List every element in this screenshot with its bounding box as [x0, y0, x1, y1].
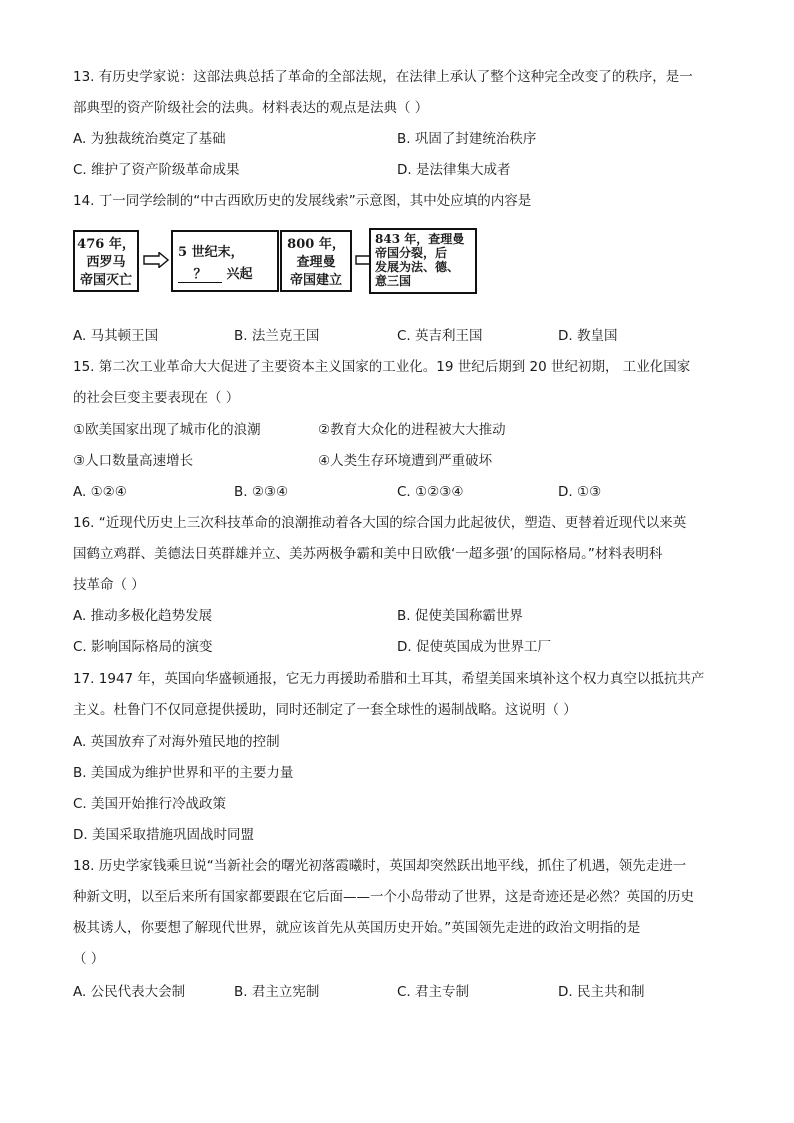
q13-stem-line1: 13. 有历史学家说：这部法典总括了革命的全部法规，在法律上承认了整个这种完全改变了的秩序，是一: [73, 69, 693, 85]
q15-item-3: ③人口数量高速增长: [73, 453, 194, 469]
q15-item-2: ②教育大众化的进程被大大推动: [318, 422, 506, 438]
q14-option-c: C. 英吉利王国: [397, 328, 483, 344]
q17-option-a: A. 英国放弃了对海外殖民地的控制: [73, 734, 280, 750]
q15-option-d: D. ①③: [558, 484, 602, 500]
q14-option-a: A. 马其顿王国: [73, 328, 159, 344]
q18-stem-line2: 种新文明，以至后来所有国家都要跟在它后面——一个小岛带动了世界，这是奇迹还是必然？英国的历史: [73, 889, 694, 905]
q13-option-d: D. 是法律集大成者: [397, 162, 511, 178]
q14-option-b: B. 法兰克王国: [234, 328, 320, 344]
flow-box-4-line: 意三国: [375, 274, 412, 288]
flow-box-4-line: 发展为法、德、: [375, 260, 460, 274]
q18-stem-line3: 极其诱人，你要想了解现代世界，就应该首先从英国历史开始。”英国领先走进的政治文明指的是: [73, 920, 641, 936]
q18-stem-line1: 18. 历史学家钱乘旦说“当新社会的曙光初落霞曦时，英国却突然跃出地平线，抓住了机遇，领先走进一: [73, 858, 687, 874]
q17-option-d: D. 美国采取措施巩固战时同盟: [73, 827, 254, 843]
q13-option-a: A. 为独裁统治奠定了基础: [73, 131, 226, 147]
q14-option-d: D. 教皇国: [558, 328, 618, 344]
flow-box-3-line: 800 年，: [287, 237, 345, 252]
q18-option-c: C. 君主专制: [397, 984, 470, 1000]
q14-stem: 14. 丁一同学绘制的“中古西欧历史的发展线索”示意图，其中处应填的内容是: [73, 193, 532, 209]
q16-option-b: B. 促使美国称霸世界: [397, 608, 523, 624]
q17-stem-line1: 17. 1947 年，英国向华盛顿通报，它无力再援助希腊和土耳其，希望美国来填补这个权力真空以抵抗共产: [73, 671, 705, 687]
flow-box-2-suffix: 兴起: [226, 267, 253, 282]
q16-stem-line2: 国鹤立鸡群、美德法日英群雄并立、美苏两极争霸和美中日欧俄‘一超多强’的国际格局。”材料表明科: [73, 546, 663, 562]
q13-option-c: C. 维护了资产阶级革命成果: [73, 162, 240, 178]
flow-box-3-line: 查理曼: [296, 255, 336, 270]
q16-option-a: A. 推动多极化趋势发展: [73, 608, 213, 624]
q18-option-b: B. 君主立宪制: [234, 984, 320, 1000]
q16-stem-line1: 16. “近现代历史上三次科技革命的浪潮推动着各大国的综合国力此起彼伏，塑造、更替着近现代以来英: [73, 515, 687, 531]
q17-stem-line2: 主义。杜鲁门不仅同意提供援助，同时还制定了一套全球性的遏制战略。这说明（ ）: [73, 702, 577, 718]
q15-stem-line1: 15. 第二次工业革命大大促进了主要资本主义国家的工业化。19 世纪后期到 20 世纪初期， 工业化国家: [73, 359, 691, 375]
flow-box-4-line: 帝国分裂，后: [375, 246, 448, 260]
q15-stem-line2: 的社会巨变主要表现在（ ）: [73, 390, 240, 406]
flow-box-3: [280, 230, 352, 292]
q18-option-d: D. 民主共和制: [558, 984, 645, 1000]
q17-option-b: B. 美国成为维护世界和平的主要力量: [73, 765, 294, 781]
q17-option-c: C. 美国开始推行冷战政策: [73, 796, 227, 812]
flow-box-1: [73, 230, 139, 292]
flow-box-1-line: 帝国灭亡: [79, 273, 132, 288]
flow-box-3-line: 帝国建立: [289, 273, 342, 288]
flow-box-4: [369, 228, 477, 294]
right-arrow-icon: [143, 252, 169, 268]
q15-item-1: ①欧美国家出现了城市化的浪潮: [73, 422, 261, 438]
q15-option-a: A. ①②④: [73, 484, 127, 500]
q16-stem-line3: 技革命（ ）: [73, 577, 145, 593]
q15-option-b: B. ②③④: [234, 484, 289, 500]
q15-item-4: ④人类生存环境遭到严重破坏: [318, 453, 493, 469]
q16-option-d: D. 促使英国成为世界工厂: [397, 639, 551, 655]
flow-box-1-line: 476 年，: [77, 237, 135, 252]
flow-box-2-line1: 5 世纪末，: [178, 245, 244, 260]
flow-box-4-line: 843 年，查理曼: [375, 232, 465, 246]
q14-flow-diagram: [73, 230, 478, 300]
flow-box-2: [171, 230, 279, 292]
q18-option-a: A. 公民代表大会制: [73, 984, 186, 1000]
q18-stem-line4: （ ）: [73, 951, 105, 967]
fill-in-blank: ？: [178, 266, 222, 283]
q13-option-b: B. 巩固了封建统治秩序: [397, 131, 537, 147]
q13-stem-line2: 部典型的资产阶级社会的法典。材料表达的观点是法典（ ）: [73, 100, 429, 116]
q16-option-c: C. 影响国际格局的演变: [73, 639, 213, 655]
flow-box-1-line: 西罗马: [86, 255, 126, 270]
q15-option-c: C. ①②③④: [397, 484, 464, 500]
